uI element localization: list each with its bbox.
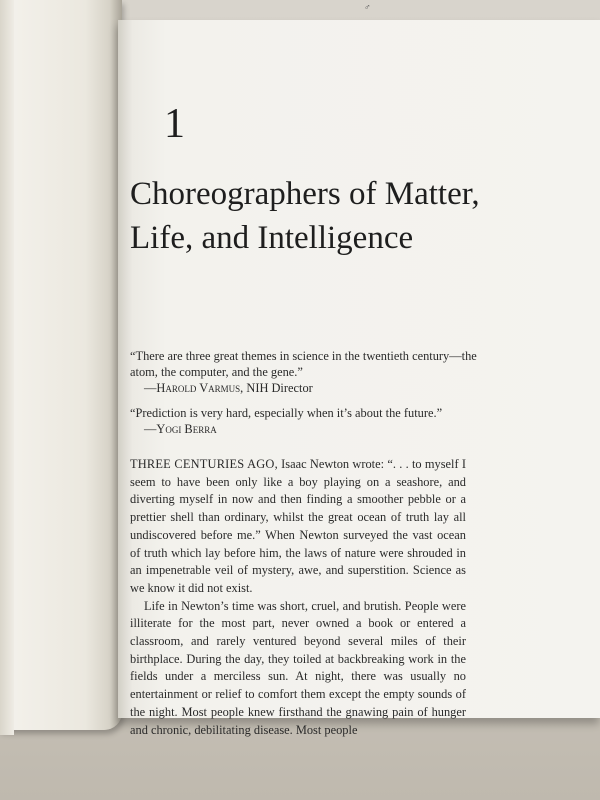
epigraph-berra <box>130 405 490 437</box>
paragraph-lead: THREE CENTURIES AGO, <box>130 457 278 471</box>
attribution-dash: — <box>144 422 157 436</box>
left-page-edge <box>0 0 14 735</box>
body-paragraph-1 <box>130 456 466 598</box>
epigraph-varmus <box>130 348 490 396</box>
chapter-number: 1 <box>164 101 185 147</box>
body-paragraph-2: Life in Newton’s time was short, cruel, and brutish. People were illiterate for the most part, never owned a book or entered a classroom, and rarely ventured beyond several miles of their birthplace. During the day, they toiled at backbreaking work in the fields under a merciless sun. At night, there was usually no entertainment or relief to comfort them except the empty sounds of the night. Most people knew firsthand the gnawing pain of hunger and chronic, debilitating disease. Most people <box>130 598 466 737</box>
epigraph-attribution <box>144 380 490 396</box>
epigraph-author: Harold Varmus <box>156 381 241 395</box>
paragraph-text: Isaac Newton wrote: “. . . to myself I seem to have been only like a boy playing on a seashore, and diverting myself in now and then finding a smoother pebble or a prettier shell than ordinary, whilst the great ocean of truth lay all undiscovered before me.” When Newton surveyed the vast ocean of truth which lay before him, the laws of nature were shrouded in an impenetrable veil of mystery, awe, and superstition. Science as we know it did not exist. <box>130 457 466 595</box>
left-book-pages <box>0 0 122 730</box>
epigraph-attribution <box>144 421 490 437</box>
epigraph-quote: “There are three great themes in science in the twentieth century—the atom, the computer, and the gene.” <box>130 349 477 379</box>
chapter-title-line-1: Choreographers of Matter, <box>130 176 480 212</box>
epigraph-role: , NIH Director <box>240 381 313 395</box>
chapter-title-line-2: Life, and Intelligence <box>130 220 414 256</box>
body-text <box>130 456 466 739</box>
epigraph-quote: “Prediction is very hard, especially when it’s about the future.” <box>130 406 443 420</box>
chapter-title <box>130 172 490 260</box>
attribution-dash: — <box>144 381 157 395</box>
epigraph-author: Yogi Berra <box>156 422 217 436</box>
margin-mark: ♂ <box>364 2 371 12</box>
